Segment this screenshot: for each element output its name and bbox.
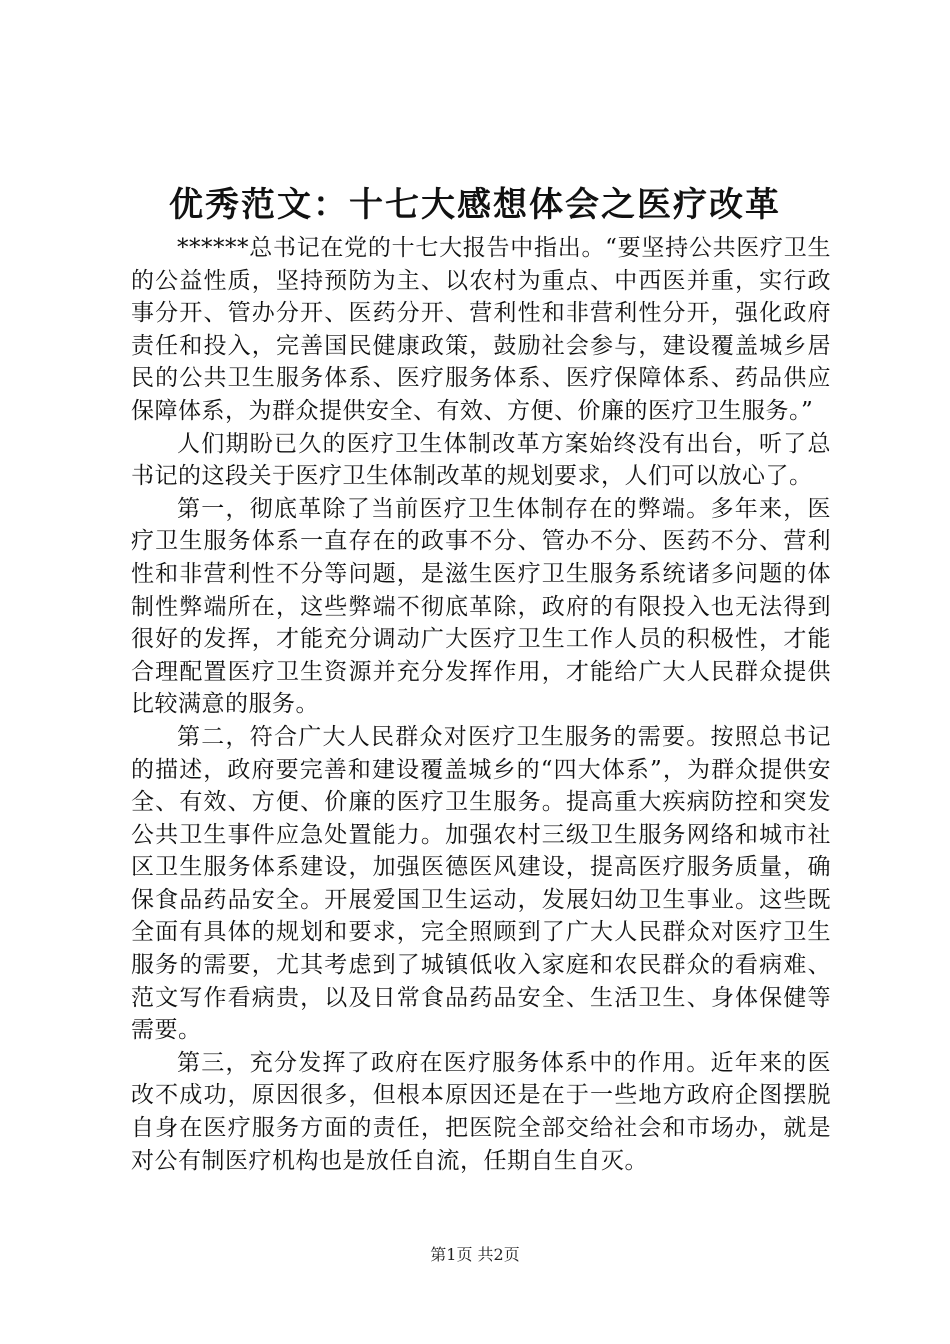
paragraph-second-point: 第二，符合广大人民群众对医疗卫生服务的需要。按照总书记的描述，政府要完善和建设覆盖城乡的“四大体系”，为群众提供安全、有效、方便、价廉的医疗卫生服务。提高重大疾病防控和突发公共卫生事件应急处置能力。加强农村三级卫生服务网络和城市社区卫生服务体系建设，加强医德医风建设，提高医疗服务质量，确保食品药品安全。开展爱国卫生运动，发展妇幼卫生事业。这些既全面有具体的规划和要求，完全照顾到了广大人民群众对医疗卫生服务的需要，尤其考虑到了城镇低收入家庭和农民群众的看病难、范文写作看病贵，以及日常食品药品安全、生活卫生、身体保健等需要。 <box>131 723 831 1044</box>
document-body <box>131 232 831 1177</box>
document-title: 优秀范文：十七大感想体会之医疗改革 <box>169 185 781 225</box>
paragraph-quote: ******总书记在党的十七大报告中指出。“要坚持公共医疗卫生的公益性质，坚持预防为主、以农村为重点、中西医并重，实行政事分开、管办分开、医药分开、营利性和非营利性分开，强化政府责任和投入，完善国民健康政策，鼓励社会参与，建设覆盖城乡居民的公共卫生服务体系、医疗服务体系、医疗保障体系、药品供应保障体系，为群众提供安全、有效、方便、价廉的医疗卫生服务。” <box>131 235 831 424</box>
paragraph-third-point: 第三，充分发挥了政府在医疗服务体系中的作用。近年来的医改不成功，原因很多，但根本原因还是在于一些地方政府企图摆脱自身在医疗服务方面的责任，把医院全部交给社会和市场办，就是对公有制医疗机构也是放任自流，任期自生自灭。 <box>131 1049 831 1174</box>
page-number-footer: 第1页 共2页 <box>430 1245 520 1264</box>
paragraph-first-point: 第一，彻底革除了当前医疗卫生体制存在的弊端。多年来，医疗卫生服务体系一直存在的政事不分、管办不分、医药不分、营利性和非营利性不分等问题，是滋生医疗卫生服务系统诸多问题的体制性弊端所在，这些弊端不彻底革除，政府的有限投入也无法得到很好的发挥，才能充分调动广大医疗卫生工作人员的积极性，才能合理配置医疗卫生资源并充分发挥作用，才能给广大人民群众提供比较满意的服务。 <box>131 495 831 718</box>
paragraph-intro: 人们期盼已久的医疗卫生体制改革方案始终没有出台，听了总书记的这段关于医疗卫生体制改革的规划要求，人们可以放心了。 <box>131 430 831 490</box>
